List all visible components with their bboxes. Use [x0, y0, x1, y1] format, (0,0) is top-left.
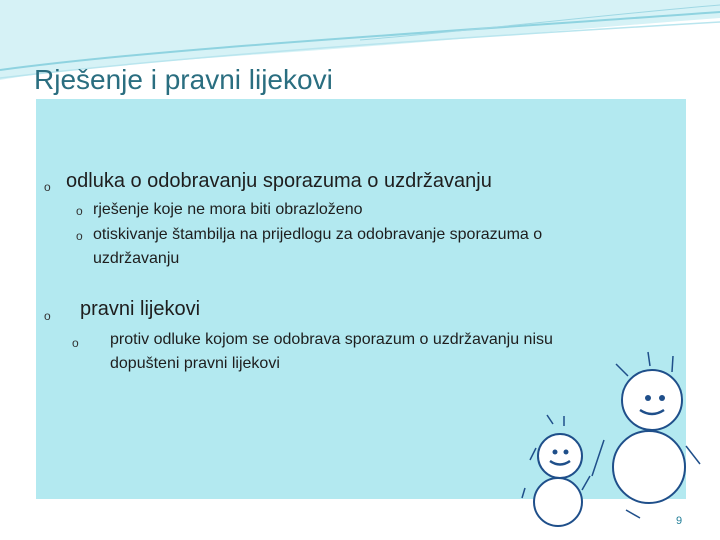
bullet-item-protiv-odluke: protiv odluke kojom se odobrava sporazum o uzdržavanju nisu dopušteni pravni lijekovi [110, 331, 553, 372]
bullet-marker: o [44, 309, 51, 323]
bullet-item-rjesenje: rješenje koje ne mora biti obrazloženo [93, 201, 363, 218]
bullet-item-odluka: odluka o odobravanju sporazuma o uzdržavanju [66, 170, 492, 192]
page-title: Rješenje i pravni lijekovi [34, 64, 333, 95]
bullet-marker: o [76, 204, 83, 218]
bullet-marker: o [44, 180, 51, 194]
snowman-drawing-decoration [500, 340, 720, 540]
bullet-marker: o [72, 336, 79, 350]
bullet-marker: o [76, 229, 83, 243]
bullet-item-otiskivanje: otiskivanje štambilja na prijedlogu za odobravanje sporazuma o uzdržavanju [93, 226, 543, 267]
bullet-item-pravni-lijekovi: pravni lijekovi [80, 298, 201, 320]
page-number: 9 [676, 515, 683, 527]
